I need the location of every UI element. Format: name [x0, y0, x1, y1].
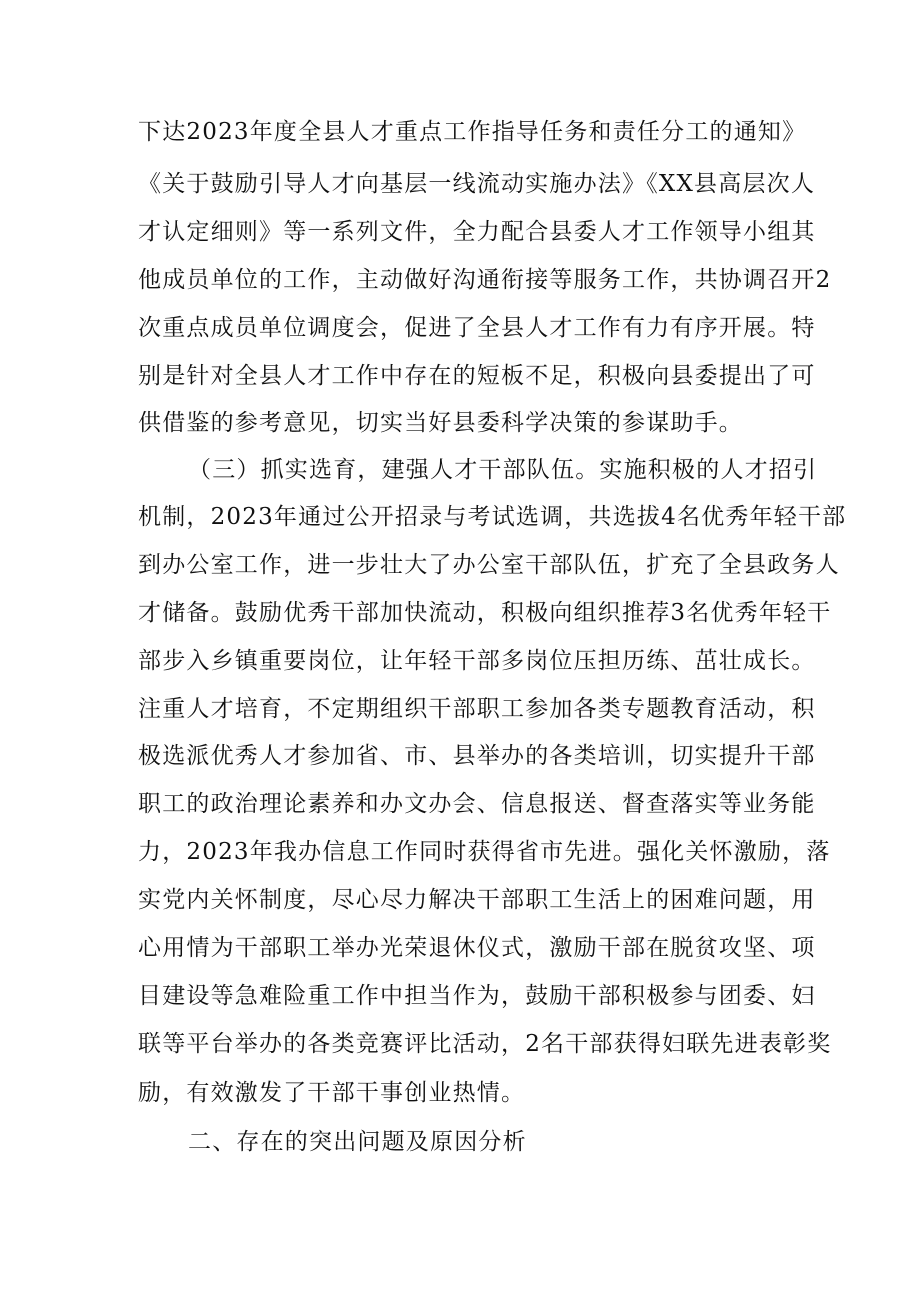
body-text-line: 下达2023年度全县人才重点工作指导任务和责任分工的通知》	[138, 119, 807, 145]
body-text-line: 《关于鼓励引导人才向基层一线流动实施办法》《XX县高层次人	[138, 171, 816, 197]
body-text-line: 联等平台举办的各类竞赛评比活动，2名干部获得妇联先进表彰奖	[138, 1031, 832, 1057]
body-text-line: 极选派优秀人才参加省、市、县举办的各类培训，切实提升干部	[138, 743, 816, 769]
body-text-line: 实党内关怀制度，尽心尽力解决干部职工生活上的困难问题，用	[138, 887, 816, 913]
body-text-line: 次重点成员单位调度会，促进了全县人才工作有力有序开展。特	[138, 315, 816, 341]
section-heading-line: （三）抓实选育，建强人才干部队伍。实施积极的人才招引	[188, 457, 818, 483]
chapter-heading: 二、存在的突出问题及原因分析	[188, 1129, 527, 1155]
body-text-line: 机制，2023年通过公开招录与考试选调，共选拔4名优秀年轻干部	[138, 504, 847, 530]
body-text-line: 才储备。鼓励优秀干部加快流动，积极向组织推荐3名优秀年轻干	[138, 600, 832, 626]
body-text-line: 注重人才培育，不定期组织干部职工参加各类专题教育活动，积	[138, 696, 816, 722]
body-text-line: 励，有效激发了干部干事创业热情。	[138, 1080, 526, 1106]
body-text-line: 到办公室工作，进一步壮大了办公室干部队伍，扩充了全县政务人	[138, 552, 840, 578]
body-text-line: 职工的政治理论素养和办文办会、信息报送、督查落实等业务能	[138, 791, 816, 817]
body-text-line: 供借鉴的参考意见，切实当好县委科学决策的参谋助手。	[138, 410, 743, 436]
body-text-line: 目建设等急难险重工作中担当作为，鼓励干部积极参与团委、妇	[138, 983, 816, 1009]
body-text-line: 力，2023年我办信息工作同时获得省市先进。强化关怀激励，落	[138, 839, 831, 865]
body-text-line: 才认定细则》等一系列文件，全力配合县委人才工作领导小组其	[138, 219, 816, 245]
body-text-line: 他成员单位的工作，主动做好沟通衔接等服务工作，共协调召开2	[138, 267, 832, 293]
body-text-line: 别是针对全县人才工作中存在的短板不足，积极向县委提出了可	[138, 363, 816, 389]
body-text-line: 部步入乡镇重要岗位，让年轻干部多岗位压担历练、茁壮成长。	[138, 648, 816, 674]
body-text-line: 心用情为干部职工举办光荣退休仪式，激励干部在脱贫攻坚、项	[138, 935, 816, 961]
